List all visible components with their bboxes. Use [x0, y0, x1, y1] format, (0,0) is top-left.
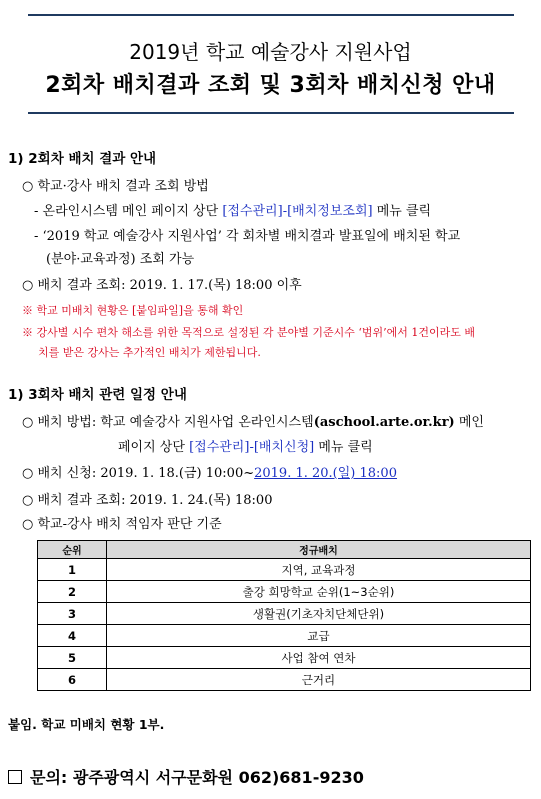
note-restriction-b: 치를 받은 강사는 추가적인 배치가 제한됩니다. [38, 346, 261, 359]
menu-path-placement-info: [접수관리]-[배치정보조회] [222, 204, 373, 219]
section-1-heading: 1) 2회차 배치 결과 안내 [8, 151, 157, 167]
result-date: 2019. 1. 17.(목) 18:00 [129, 278, 273, 293]
criteria-cell: 근거리 [107, 669, 531, 691]
table-header-row [38, 541, 531, 559]
result-suffix: 이후 [272, 278, 302, 293]
section-2-heading: 1) 3회차 배치 관련 일정 안내 [8, 387, 187, 403]
section-2-criteria: ○ 학교-강사 배치 적임자 판단 기준 [22, 517, 222, 532]
apply-end-date: 2019. 1. 20.(일) 18:00 [254, 466, 397, 481]
attachment-note: 붙임. 학교 미배치 현황 1부. [8, 717, 165, 732]
section-2-method-a [22, 414, 484, 432]
method-suffix: 메인 [454, 415, 484, 430]
result-2-prefix: ○ 배치 결과 조회: [22, 493, 130, 508]
rank-cell: 3 [38, 603, 107, 625]
top-rule [28, 14, 514, 16]
table-row [38, 559, 531, 581]
apply-prefix: ○ 배치 신청: [22, 466, 101, 481]
section-1-detail-2a: - ‘2019 학교 예술강사 지원사업’ 각 회차별 배치결과 발표일에 배치된 학교 [34, 229, 461, 244]
rank-cell: 6 [38, 669, 107, 691]
method-b-suffix: 메뉴 클릭 [314, 440, 373, 455]
bottom-rule [28, 112, 514, 114]
section-1-bullet-result [22, 277, 302, 295]
criteria-cell: 지역, 교육과정 [107, 559, 531, 581]
title-line-1: 2019년 학교 예술강사 지원사업 [129, 40, 412, 64]
detail-1-suffix: 메뉴 클릭 [372, 204, 432, 219]
table-row [38, 625, 531, 647]
menu-path-placement-apply: [접수관리]-[배치신청] [189, 440, 315, 455]
note-restriction-a: ※ 강사별 시수 편차 해소를 위한 목적으로 설정된 각 분야별 기준시수 ‘범위’에서 1건이라도 배 [22, 326, 475, 339]
contact-text: 문의: 광주광역시 서구문화원 062)681-9230 [30, 768, 364, 787]
contact-info [8, 765, 364, 788]
method-prefix: ○ 배치 방법: 학교 예술강사 지원사업 온라인시스템 [22, 415, 314, 430]
table-row [38, 647, 531, 669]
section-2-result [22, 492, 272, 510]
criteria-cell: 교급 [107, 625, 531, 647]
criteria-cell: 출강 희망학교 순위(1~3순위) [107, 581, 531, 603]
rank-cell: 4 [38, 625, 107, 647]
note-unplaced-schools: ※ 학교 미배치 현황은 [붙임파일]을 통해 확인 [22, 304, 244, 317]
checkbox-square-icon [8, 770, 22, 784]
method-b-prefix: 페이지 상단 [118, 440, 190, 455]
detail-1-prefix: - 온라인시스템 메인 페이지 상단 [34, 204, 223, 219]
table-row [38, 669, 531, 691]
section-2-method-b [118, 439, 373, 457]
rank-cell: 1 [38, 559, 107, 581]
header-regular-placement: 정규배치 [107, 541, 531, 559]
rank-cell: 2 [38, 581, 107, 603]
section-1-bullet-method: ○ 학교·강사 배치 결과 조회 방법 [22, 179, 209, 194]
placement-criteria-table [37, 540, 531, 691]
table-row [38, 581, 531, 603]
result-2-date: 2019. 1. 24.(목) 18:00 [129, 493, 273, 508]
section-1-detail-2b: (분야·교육과정) 조회 가능 [46, 252, 195, 267]
criteria-cell: 생활권(기초자치단체단위) [107, 603, 531, 625]
rank-cell: 5 [38, 647, 107, 669]
criteria-cell: 사업 참여 연차 [107, 647, 531, 669]
result-prefix: ○ 배치 결과 조회: [22, 278, 130, 293]
system-url: (aschool.arte.or.kr) [313, 415, 455, 430]
title-line-2: 2회차 배치결과 조회 및 3회차 배치신청 안내 [45, 73, 496, 98]
section-2-apply [22, 465, 397, 483]
apply-start: 2019. 1. 18.(금) 10:00~ [100, 466, 255, 481]
header-rank: 순위 [38, 541, 107, 559]
table-row [38, 603, 531, 625]
section-1-detail-1 [34, 203, 431, 221]
